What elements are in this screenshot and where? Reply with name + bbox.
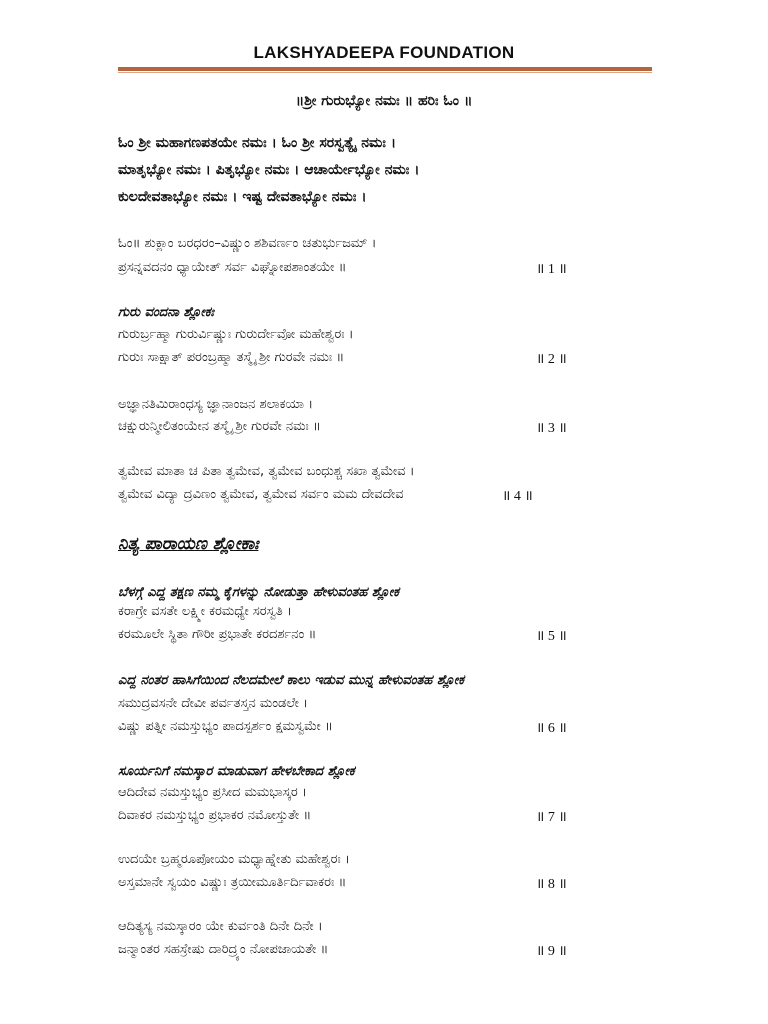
verse3-number: ॥ 3 ॥ [536,421,567,436]
verse2-line1: ಗುರುರ್ಬ್ರಹ್ಮಾ ಗುರುರ್ವಿಷ್ಣುಃ ಗುರುರ್ದೇವೋ ಮಹೇಶ್ವರಃ । [118,327,354,342]
heading-5: ಬೆಳಗ್ಗೆ ಎದ್ದ ತಕ್ಷಣ ನಮ್ಮ ಕೈಗಳನ್ನು ನೋಡುತ್ತಾ ಹೇಳುವಂತಹ ಶ್ಲೋಕ [118,585,399,600]
header-rule [118,67,652,71]
verse5-line1: ಕರಾಗ್ರೇ ವಸತೇ ಲಕ್ಷ್ಮೀ ಕರಮಧ್ಯೇ ಸರಸ್ವತಿ । [118,604,292,619]
verse1-line2: ಪ್ರಸನ್ನವದನಂ ಧ್ಯಾಯೇತ್ ಸರ್ವ ವಿಘ್ನೋಪಶಾಂತಯೇ ॥ [118,260,347,275]
verse4-line1: ತ್ವಮೇವ ಮಾತಾ ಚ ಪಿತಾ ತ್ವಮೇವ, ತ್ವಮೇವ ಬಂಧುಶ್ಚ ಸಖಾ ತ್ವಮೇವ । [118,464,415,479]
verse7-line2: ದಿವಾಕರ ನಮಸ್ತುಭ್ಯಂ ಪ್ರಭಾಕರ ನಮೋಸ್ತುತೇ ॥ [118,808,312,823]
verse4-line2: ತ್ವಮೇವ ವಿದ್ಯಾ ದ್ರವಿಣಂ ತ್ವಮೇವ, ತ್ವಮೇವ ಸರ್ವಂ ಮಮ ದೇವದೇವ [118,487,404,502]
guru-vandana-heading: ಗುರು ವಂದನಾ ಶ್ಲೋಕಃ [118,305,214,320]
verse1-number: ॥ 1 ॥ [536,262,567,277]
verse9-number: ॥ 9 ॥ [536,944,567,959]
verse3-line1: ಅಜ್ಞಾನತಿಮಿರಾಂಧಸ್ಯ ಜ್ಞಾನಾಂಜನ ಶಲಾಕಯಾ । [118,397,314,412]
section-title: ನಿತ್ಯ ಪಾರಾಯಣ ಶ್ಲೋಕಾಃ [118,534,259,554]
opening-line-2: ಮಾತೃಭ್ಯೋ ನಮಃ । ಪಿತೃಭ್ಯೋ ನಮಃ । ಆಚಾರ್ಯೇಭ್ಯೋ ನಮಃ । [118,162,420,178]
verse9-line2: ಜನ್ಮಾಂತರ ಸಹಸ್ರೇಷು ದಾರಿದ್ರ್ಯಂ ನೋಪಜಾಯತೇ ॥ [118,942,329,957]
verse6-line1: ಸಮುದ್ರವಸನೇ ದೇವೀ ಪರ್ವತಸ್ತನ ಮಂಡಲೇ । [118,696,309,711]
verse5-line2: ಕರಮೂಲೇ ಸ್ಥಿತಾ ಗೌರೀ ಪ್ರಭಾತೇ ಕರದರ್ಶನಂ ॥ [118,627,317,642]
verse8-number: ॥ 8 ॥ [536,877,567,892]
invocation-line: ॥ಶ್ರೀ ಗುರುಭ್ಯೋ ನಮಃ ॥ ಹರಿಃ ಓಂ ॥ [295,93,473,109]
verse8-line2: ಅಸ್ತಮಾನೇ ಸ್ವಯಂ ವಿಷ್ಣುಃ ತ್ರಯೀಮೂರ್ತಿರ್ದಿವಾಕರಃ ॥ [118,875,347,890]
verse6-line2: ವಿಷ್ಣು ಪತ್ನೀ ನಮಸ್ತುಭ್ಯಂ ಪಾದಸ್ಪರ್ಶಂ ಕ್ಷಮಸ್ವಮೇ ॥ [118,719,333,734]
verse6-number: ॥ 6 ॥ [536,721,567,736]
verse1-line1: ಓಂ॥ ಶುಕ್ಲಾಂ ಬರಧರಂ–ವಿಷ್ಣುಂ ಶಶಿವರ್ಣಂ ಚತುರ್ಭುಜಮ್ । [118,236,377,251]
verse7-line1: ಆದಿದೇವ ನಮಸ್ತುಭ್ಯಂ ಪ್ರಸೀದ ಮಮಭಾಸ್ಕರ । [118,785,307,800]
heading-7: ಸೂರ್ಯನಿಗೆ ನಮಸ್ಕಾರ ಮಾಡುವಾಗ ಹೇಳಬೇಕಾದ ಶ್ಲೋಕ [118,764,355,779]
heading-6: ಎದ್ದ ನಂತರ ಹಾಸಿಗೆಯಿಂದ ನೆಲದಮೇಲೆ ಕಾಲು ಇಡುವ ಮುನ್ನ ಹೇಳುವಂತಹ ಶ್ಲೋಕ [118,673,465,688]
opening-line-3: ಕುಲದೇವತಾಭ್ಯೋ ನಮಃ । ಇಷ್ಟ ದೇವತಾಭ್ಯೋ ನಮಃ । [118,189,367,205]
verse2-line2: ಗುರುಃ ಸಾಕ್ಷಾತ್ ಪರಂಬ್ರಹ್ಮಾ ತಸ್ಮೈ ಶ್ರೀ ಗುರವೇ ನಮಃ ॥ [118,350,345,365]
opening-line-1: ಓಂ ಶ್ರೀ ಮಹಾಗಣಪತಯೇ ನಮಃ । ಓಂ ಶ್ರೀ ಸರಸ್ವತ್ಯೈ ನಮಃ । [118,135,397,151]
header-rule-thin [118,72,652,73]
verse3-line2: ಚಕ್ಷುರುನ್ಮೀಲಿತಂಯೇನ ತಸ್ಮೈ ಶ್ರೀ ಗುರವೇ ನಮಃ ॥ [118,419,321,434]
verse7-number: ॥ 7 ॥ [536,810,567,825]
verse2-number: ॥ 2 ॥ [536,352,567,367]
verse4-number: ॥ 4 ॥ [502,489,533,504]
verse9-line1: ಆದಿತ್ಯಸ್ಯ ನಮಸ್ಕಾರಂ ಯೇ ಕುರ್ವಂತಿ ದಿನೇ ದಿನೇ । [118,919,323,934]
page-header-title: LAKSHYADEEPA FOUNDATION [253,43,515,62]
verse8-line1: ಉದಯೇ ಬ್ರಹ್ಮರೂಪೋಯಂ ಮಧ್ಯಾಹ್ನೇತು ಮಹೇಶ್ವರಃ । [118,852,350,867]
verse5-number: ॥ 5 ॥ [536,629,567,644]
